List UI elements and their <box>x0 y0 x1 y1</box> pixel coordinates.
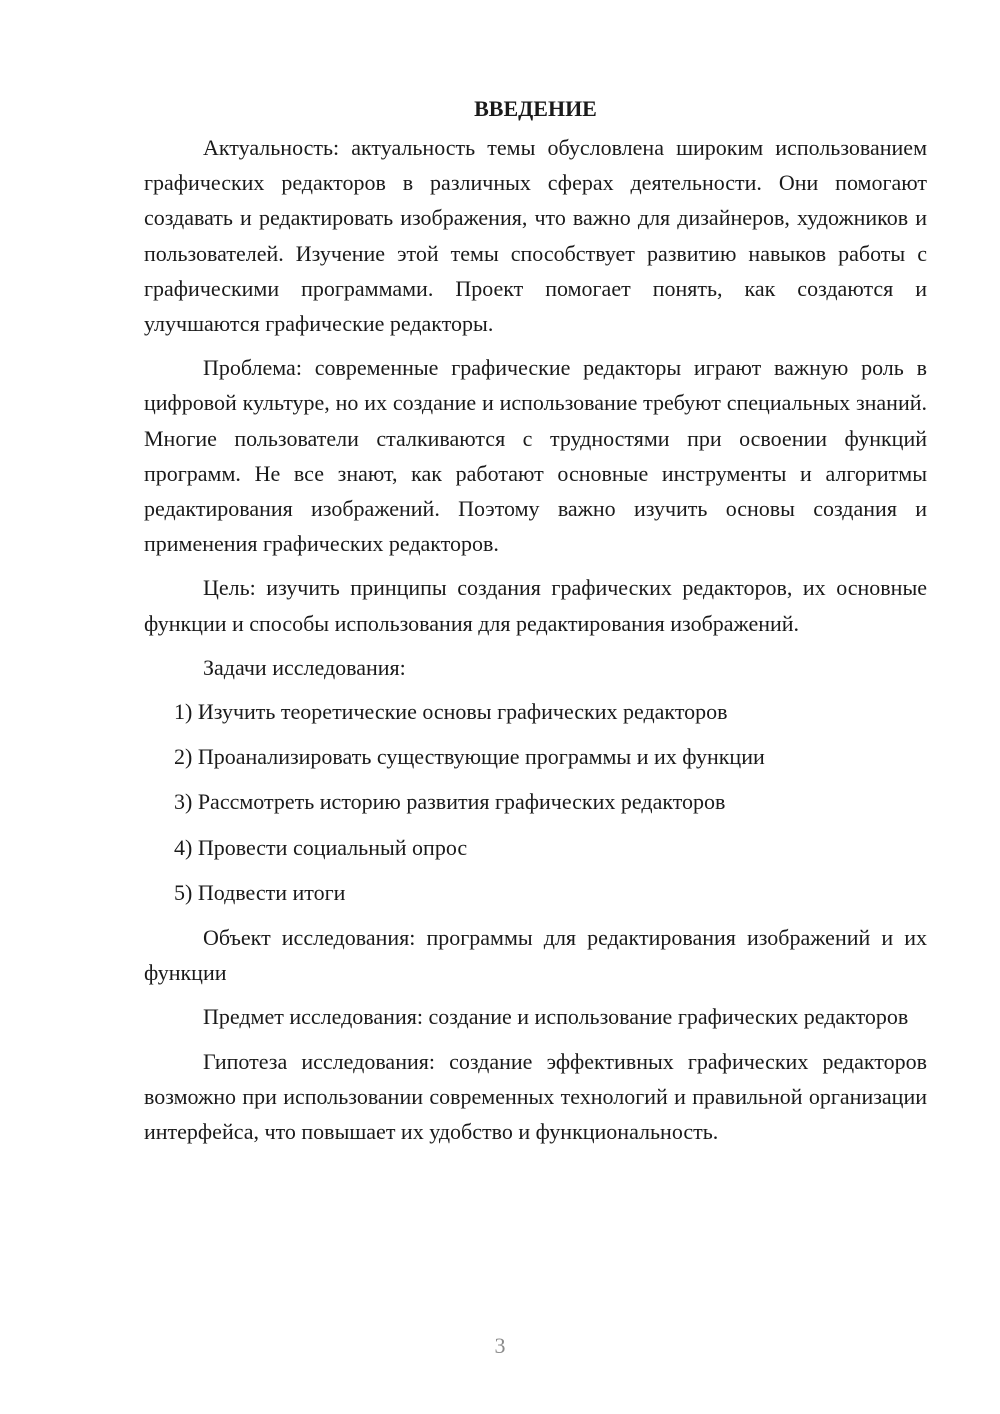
hypothesis-paragraph: Гипотеза исследования: создание эффективных графических редакторов возможно при использовании современных технологий и правильной организации интерфейса, что повышает их удобство и функциональность. <box>144 1048 927 1145</box>
problem-paragraph: Проблема: современные графические редакторы играют важную роль в цифровой культуре, но их создание и использование требуют специальных знаний. Многие пользователи сталкиваются с трудностями при освоении функций программ. Не все знают, как работают основные инструменты и алгоритмы редактирования изображений. Поэтому важно изучить основы создания и применения графических редакторов. <box>144 355 927 557</box>
section-heading: ВВЕДЕНИЕ <box>474 96 597 121</box>
list-item: 1) Изучить теоретические основы графических редакторов <box>174 699 728 725</box>
tasks-title: Задачи исследования: <box>203 654 406 680</box>
list-item: 3) Рассмотреть историю развития графических редакторов <box>174 789 726 815</box>
object-paragraph: Объект исследования: программы для редактирования изображений и их функции <box>144 925 927 986</box>
page-number: 3 <box>494 1333 506 1358</box>
list-item: 2) Проанализировать существующие программы и их функции <box>174 744 765 770</box>
tasks-list <box>144 694 927 910</box>
list-item: 4) Провести социальный опрос <box>174 834 468 860</box>
goal-paragraph: Цель: изучить принципы создания графических редакторов, их основные функции и способы использования для редактирования изображений. <box>144 575 927 636</box>
list-item: 5) Подвести итоги <box>174 879 346 905</box>
document-page <box>144 92 927 1158</box>
relevance-paragraph: Актуальность: актуальность темы обусловлена широким использованием графических редакторов в различных сферах деятельности. Они помогают создавать и редактировать изображения, что важно для дизайнеров, художников и пользователей. Изучение этой темы способствует развитию навыков работы с графическими программами. Проект помогает понять, как создаются и улучшаются графические редакторы. <box>144 135 927 337</box>
subject-paragraph: Предмет исследования: создание и использование графических редакторов <box>203 1004 909 1030</box>
